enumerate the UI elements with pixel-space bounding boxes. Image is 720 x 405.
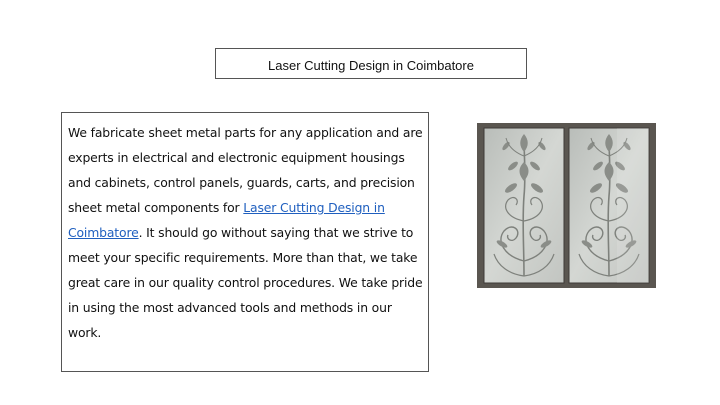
page-title-text: Laser Cutting Design in Coimbatore xyxy=(268,57,474,73)
description-text-start: We fabricate sheet metal parts for any application and are experts in electrical and electronic equipment housings and cabinets, control panels, guards, carts, and precision sheet metal components for xyxy=(68,125,423,215)
description-text-end: . It should go without saying that we strive to meet your specific requirements. More than that, we take great care in our quality control procedures. We take pride in using the most advanced tools and methods in our work. xyxy=(68,225,423,340)
laser-cutting-link[interactable]: Laser Cutting Design in Coimbatore xyxy=(68,200,385,240)
page-title xyxy=(215,48,527,79)
description-text-box xyxy=(61,112,429,372)
etched-glass-panels-photo xyxy=(477,123,656,288)
etched-glass-illustration xyxy=(477,123,656,288)
